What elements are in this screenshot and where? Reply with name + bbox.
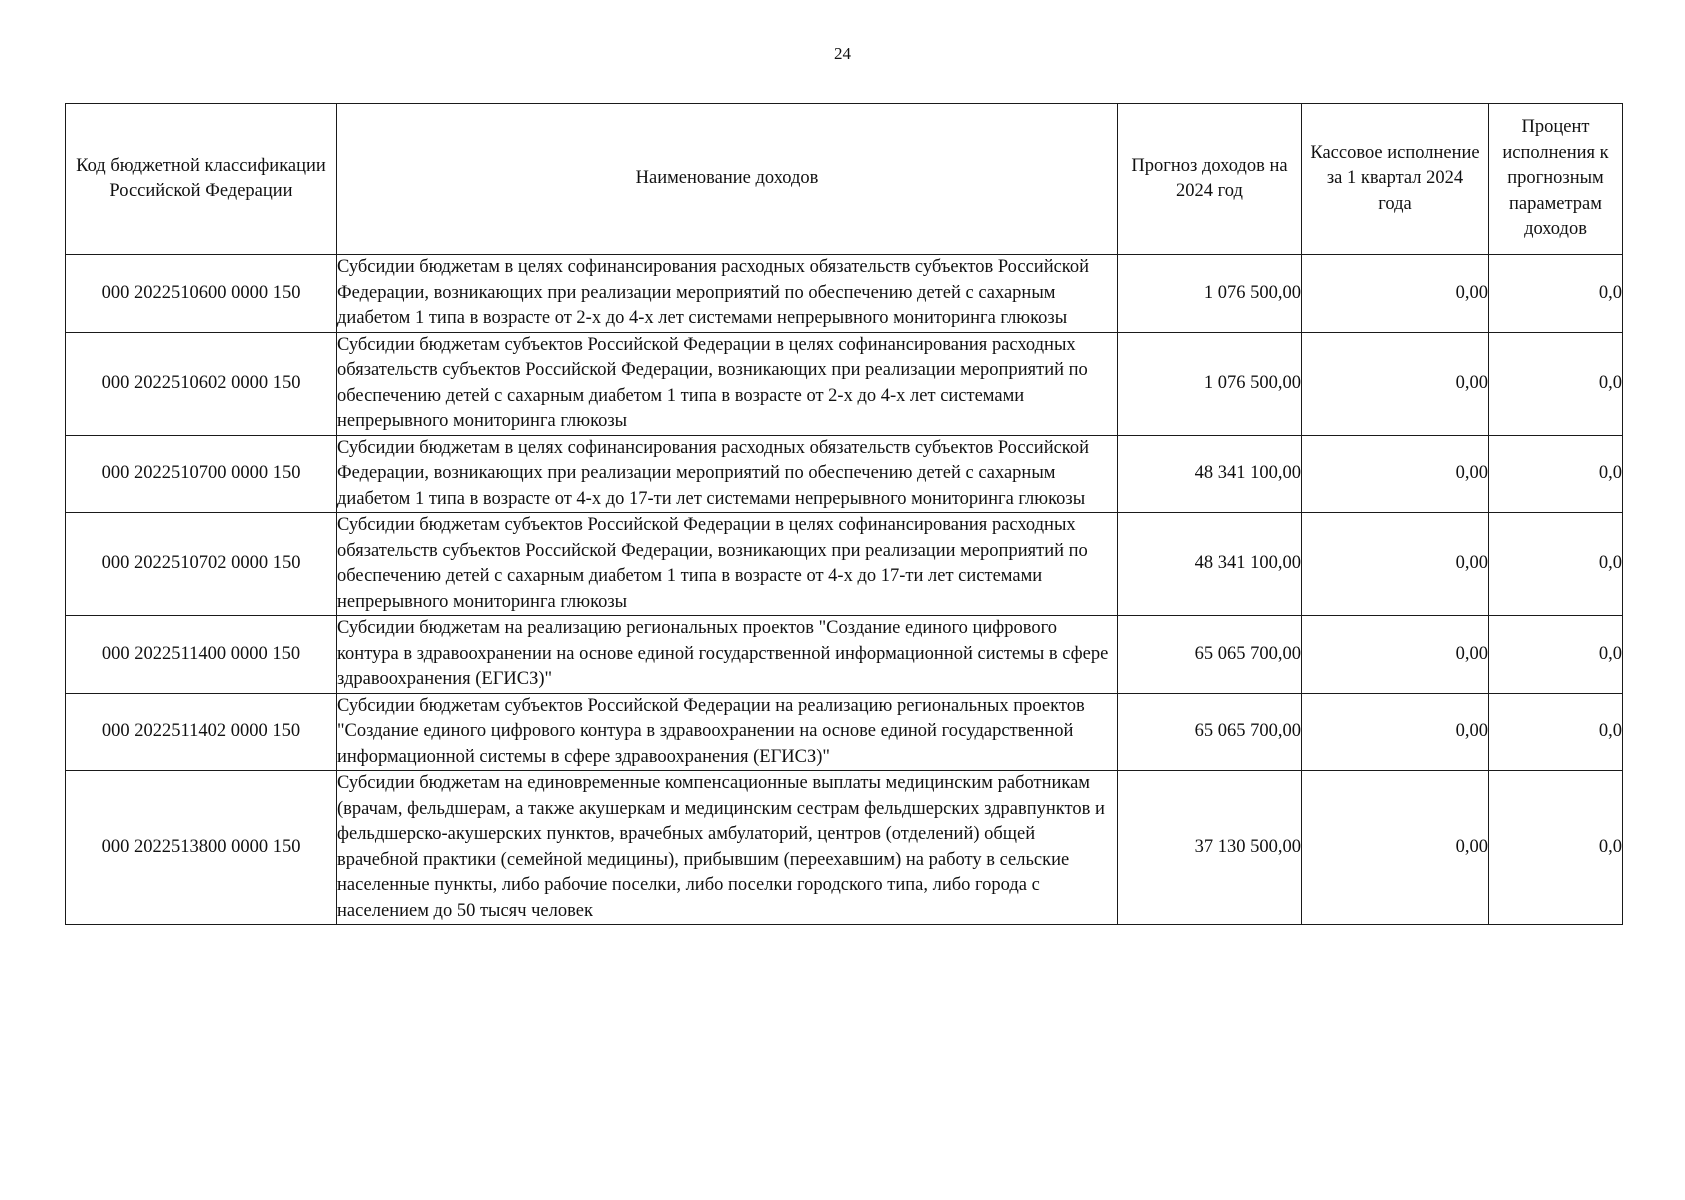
page-number: 24 <box>834 44 851 63</box>
cell-forecast: 1 076 500,00 <box>1118 332 1302 435</box>
cell-name: Субсидии бюджетам в целях софинансирования расходных обязательств субъектов Российской Федерации, возникающих при реализации мероприятий по обеспечению детей с сахарным диабетом 1 типа в возрасте от 2-х до 4-х лет системами непрерывного мониторинга глюкозы <box>337 255 1118 333</box>
table-row <box>66 616 1623 694</box>
table-row <box>66 513 1623 616</box>
table-row <box>66 332 1623 435</box>
cell-execution: 0,00 <box>1302 616 1489 694</box>
table-row <box>66 435 1623 513</box>
table-row <box>66 255 1623 333</box>
cell-code: 000 2022510602 0000 150 <box>66 332 337 435</box>
cell-percent: 0,0 <box>1489 255 1623 333</box>
cell-percent: 0,0 <box>1489 616 1623 694</box>
cell-forecast: 1 076 500,00 <box>1118 255 1302 333</box>
cell-name: Субсидии бюджетам на единовременные компенсационные выплаты медицинским работникам (врачам, фельдшерам, а также акушеркам и медицинским сестрам фельдшерских здравпунктов и фельдшерско-акушерских пунктов, врачебных амбулаторий, центров (отделений) общей врачебной практики (семейной медицины), прибывшим (переехавшим) на работу в сельские населенные пункты, либо рабочие поселки, либо поселки городского типа, либо города с населением до 50 тысяч человек <box>337 771 1118 925</box>
cell-name: Субсидии бюджетам субъектов Российской Федерации на реализацию региональных проектов "Создание единого цифрового контура в здравоохранении на основе единой государственной информационной системы в сфере здравоохранения (ЕГИСЗ)" <box>337 693 1118 771</box>
cell-execution: 0,00 <box>1302 435 1489 513</box>
cell-execution: 0,00 <box>1302 255 1489 333</box>
cell-name: Субсидии бюджетам субъектов Российской Федерации в целях софинансирования расходных обязательств субъектов Российской Федерации, возникающих при реализации мероприятий по обеспечению детей с сахарным диабетом 1 типа в возрасте от 4-х до 17-ти лет системами непрерывного мониторинга глюкозы <box>337 513 1118 616</box>
cell-forecast: 65 065 700,00 <box>1118 693 1302 771</box>
cell-forecast: 65 065 700,00 <box>1118 616 1302 694</box>
cell-percent: 0,0 <box>1489 513 1623 616</box>
table-row <box>66 693 1623 771</box>
cell-forecast: 48 341 100,00 <box>1118 435 1302 513</box>
cell-execution: 0,00 <box>1302 771 1489 925</box>
cell-execution: 0,00 <box>1302 513 1489 616</box>
cell-code: 000 2022510600 0000 150 <box>66 255 337 333</box>
header-name: Наименование доходов <box>337 104 1118 255</box>
cell-name: Субсидии бюджетам на реализацию региональных проектов "Создание единого цифрового контура в здравоохранении на основе единой государственной информационной системы в сфере здравоохранения (ЕГИСЗ)" <box>337 616 1118 694</box>
cell-code: 000 2022511402 0000 150 <box>66 693 337 771</box>
header-percent: Процент исполнения к прогнозным параметрам доходов <box>1489 104 1623 255</box>
header-code: Код бюджетной классификации Российской Федерации <box>66 104 337 255</box>
cell-code: 000 2022511400 0000 150 <box>66 616 337 694</box>
cell-percent: 0,0 <box>1489 435 1623 513</box>
cell-code: 000 2022510700 0000 150 <box>66 435 337 513</box>
cell-percent: 0,0 <box>1489 332 1623 435</box>
cell-forecast: 48 341 100,00 <box>1118 513 1302 616</box>
cell-execution: 0,00 <box>1302 332 1489 435</box>
cell-name: Субсидии бюджетам в целях софинансирования расходных обязательств субъектов Российской Федерации, возникающих при реализации мероприятий по обеспечению детей с сахарным диабетом 1 типа в возрасте от 4-х до 17-ти лет системами непрерывного мониторинга глюкозы <box>337 435 1118 513</box>
table-header-row <box>66 104 1623 255</box>
cell-name: Субсидии бюджетам субъектов Российской Федерации в целях софинансирования расходных обязательств субъектов Российской Федерации, возникающих при реализации мероприятий по обеспечению детей с сахарным диабетом 1 типа в возрасте от 2-х до 4-х лет системами непрерывного мониторинга глюкозы <box>337 332 1118 435</box>
header-forecast: Прогноз доходов на 2024 год <box>1118 104 1302 255</box>
income-table <box>65 103 1623 925</box>
cell-code: 000 2022513800 0000 150 <box>66 771 337 925</box>
cell-percent: 0,0 <box>1489 771 1623 925</box>
header-execution: Кассовое исполнение за 1 квартал 2024 года <box>1302 104 1489 255</box>
cell-forecast: 37 130 500,00 <box>1118 771 1302 925</box>
cell-code: 000 2022510702 0000 150 <box>66 513 337 616</box>
cell-execution: 0,00 <box>1302 693 1489 771</box>
table-row <box>66 771 1623 925</box>
cell-percent: 0,0 <box>1489 693 1623 771</box>
